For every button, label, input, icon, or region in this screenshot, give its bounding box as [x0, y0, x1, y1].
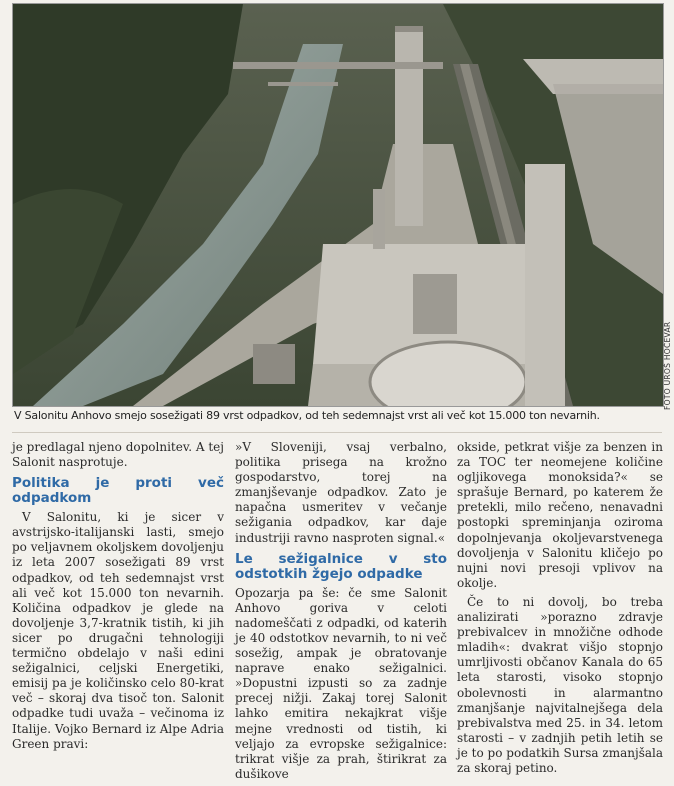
- article-column-3: [457, 440, 663, 780]
- cement-plant-aerial-photo: [13, 4, 663, 406]
- photo-caption: V Salonitu Anhovo smejo sosežigati 89 vrst odpadkov, od teh sedemnajst vrst ali več kot 15.000 ton nevarnih.: [14, 409, 600, 422]
- article-column-2: [235, 440, 447, 786]
- subheading-politika: Politika je proti več odpadkom: [12, 475, 224, 507]
- paragraph-okside: okside, petkrat višje za benzen in za TOC ter neomejene količine ogljikovega monoksida?« se sprašuje Bernard, po katerem že pretekli, milo rečeno, nenavadni postopki spreminjanja oziroma dopolnjevanja okoljevarstvenega dovoljenja v Salonitu kličejo po nujni novi presoji vplivov na okolje.: [457, 440, 663, 590]
- paragraph-quote: »V Sloveniji, vsaj verbalno, politika prisega na krožno gospodarstvo, torej na zmanjševanje odpadkov. Zato je napačna usmeritev v večanje sežigania odpadkov, kar daje industriji ravno nasproten signal.«: [235, 440, 447, 545]
- paragraph-lead: je predlagal njeno dopolnitev. A tej Salonit nasprotuje.: [12, 440, 224, 470]
- article-photo: [12, 3, 664, 407]
- paragraph-zdravje: Če to ni dovolj, bo treba analizirati »porazno zdravje prebivalcev in množične odhode mladih«: dvakrat višjo stopnjo umrljivosti občanov Kanala do 65 leta starosti, visoko stopnjo obolevnosti in alarmantno zmanjšanje najvitalnejšega dela prebivalstva med 25. in 34. letom starosti – v zadnjih petih letih se je to po podatkih Sursa zmanjšala za skoraj petino.: [457, 594, 663, 775]
- paragraph-opozarja: Opozarja pa še: če sme Salonit Anhovo goriva v celoti nadomeščati z odpadki, od katerih je 40 odstotkov nevarnih, to ni več sosežig, ampak je obratovanje naprave enako sežigalnici. »Dopustni izpusti so za zadnje precej nižji. Zakaj torej Salonit lahko emitira nekajkrat višje mejne vrednosti od tistih, ki veljajo za evropske sežigalnice: trikrat višje za prah, štirikrat za dušikove: [235, 585, 447, 781]
- subheading-sezigalnice: Le sežigalnice v sto odstotkih žgejo odpadke: [235, 550, 447, 582]
- article-column-1: [12, 440, 224, 756]
- paragraph-salonit: V Salonitu, ki je sicer v avstrijsko-italijanski lasti, smejo po veljavnem okoljskem dovoljenju iz leta 2007 sosežigati 89 vrst odpadkov, od teh sedemnajst vrst ali več kot 15.000 ton nevarnih. Količina odpadkov je glede na dovoljenje 3,7-kratnik tistih, ki jih sicer po drugačni tehnologiji termično obdelajo v naši edini sežigalnici, celjski Energetiki, emisij pa je količinsko celo 80-krat več – skoraj dva tisoč ton. Salonit odpadke tudi uvaža – večinoma iz Italije. Vojko Bernard iz Alpe Adria Green pravi:: [12, 510, 224, 751]
- photo-credit: FOTO UROŠ HOČEVAR: [663, 321, 672, 410]
- caption-divider: [12, 432, 662, 433]
